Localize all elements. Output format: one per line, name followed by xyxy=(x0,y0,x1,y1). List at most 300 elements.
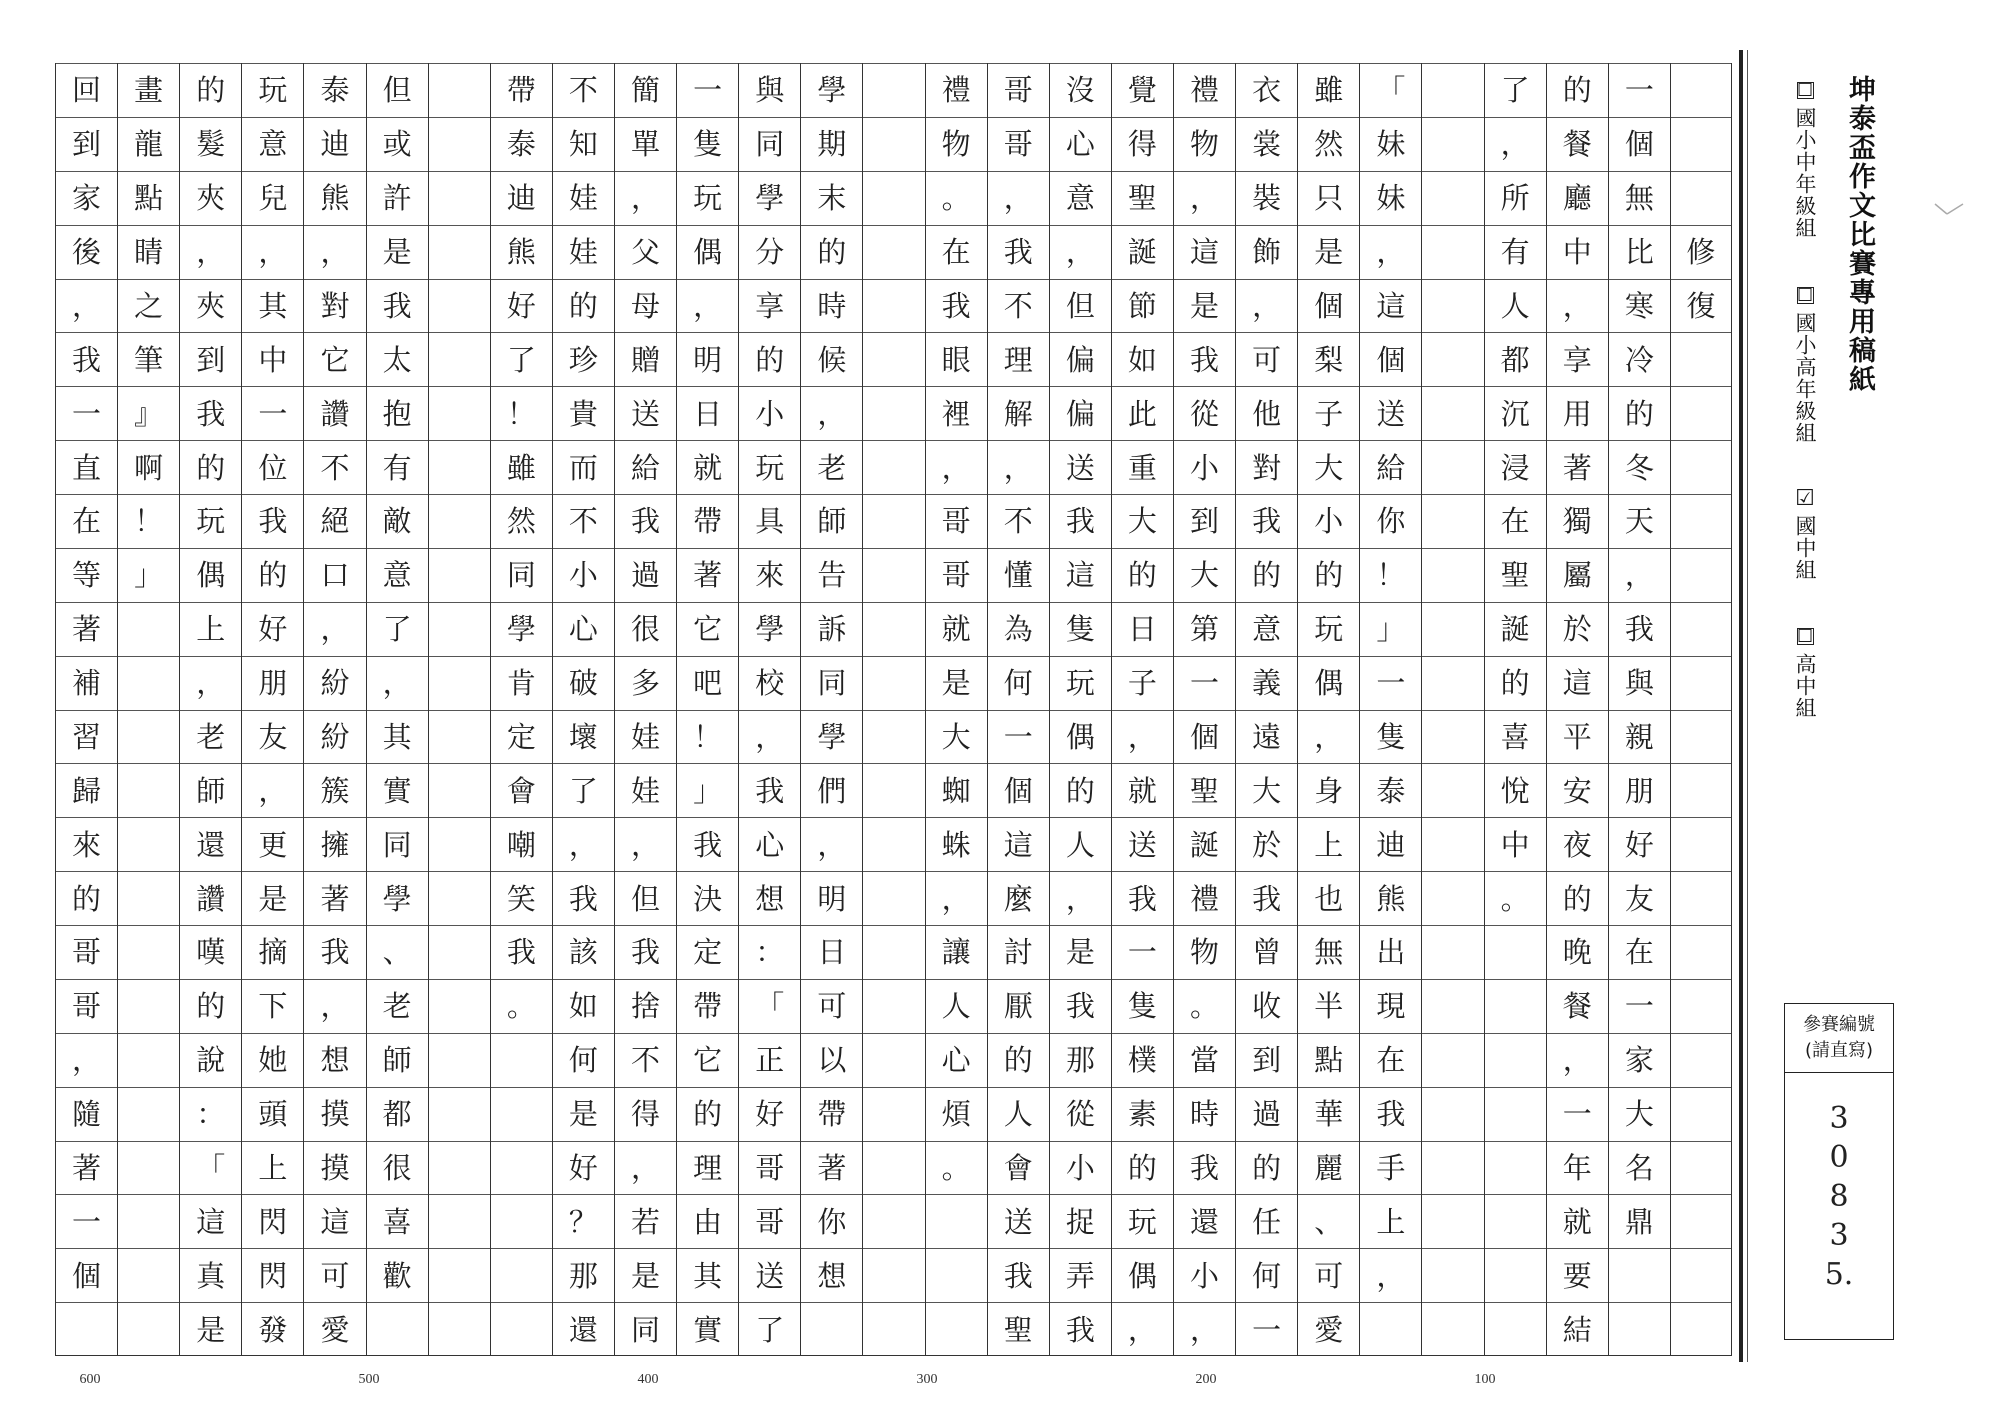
grid-cell: 著 xyxy=(801,1141,862,1196)
option-senior-high[interactable] xyxy=(1790,625,1820,719)
grid-cell: ， xyxy=(1485,117,1546,172)
grid-cell: 第 xyxy=(1174,602,1235,657)
grid-cell: 物 xyxy=(1174,925,1235,980)
grid-cell: 還 xyxy=(180,817,241,872)
grid-cell: 知 xyxy=(553,117,614,172)
grid-cell: 是 xyxy=(242,871,303,926)
grid-cell: 、 xyxy=(1298,1194,1359,1249)
grid-cell: 喜 xyxy=(367,1194,428,1249)
grid-cell: 一 xyxy=(1112,925,1173,980)
grid-cell: 熊 xyxy=(1360,871,1421,926)
grid-cell: 的 xyxy=(1298,548,1359,603)
grid-cell: 的 xyxy=(242,548,303,603)
grid-cell: 是 xyxy=(367,225,428,280)
grid-cell: 我 xyxy=(1360,1087,1421,1142)
grid-cell: 然 xyxy=(491,494,552,549)
grid-cell: 嘲 xyxy=(491,817,552,872)
grid-cell: 個 xyxy=(1360,332,1421,387)
grid-cell xyxy=(863,332,924,387)
grid-cell: 你 xyxy=(801,1194,862,1249)
grid-cell: 贈 xyxy=(615,332,676,387)
grid-cell: 以 xyxy=(801,1033,862,1088)
grid-cell: 讓 xyxy=(926,925,987,980)
grid-cell xyxy=(429,63,490,118)
grid-cell xyxy=(863,63,924,118)
grid-cell: 捨 xyxy=(615,979,676,1034)
grid-cell xyxy=(1422,871,1483,926)
grid-cell: ， xyxy=(242,763,303,818)
grid-cell: 偶 xyxy=(677,225,738,280)
grid-cell: ， xyxy=(1050,871,1111,926)
entry-digit: 8 xyxy=(1829,1179,1849,1214)
grid-cell xyxy=(863,279,924,334)
option-elementary-middle[interactable] xyxy=(1790,79,1820,239)
grid-cell: 玩 xyxy=(677,171,738,226)
grid-cell: 髮 xyxy=(180,117,241,172)
grid-cell xyxy=(1485,1302,1546,1357)
grid-cell: 回 xyxy=(56,63,117,118)
grid-cell: 而 xyxy=(553,440,614,495)
grid-cell: 個 xyxy=(1609,117,1670,172)
entry-number-box xyxy=(1784,1003,1894,1340)
grid-cell: 好 xyxy=(491,279,552,334)
grid-cell: 沒 xyxy=(1050,63,1111,118)
grid-cell: 一 xyxy=(56,386,117,441)
grid-cell: 下 xyxy=(242,979,303,1034)
grid-cell: 了 xyxy=(553,763,614,818)
grid-cell: 心 xyxy=(926,1033,987,1088)
grid-cell: 頭 xyxy=(242,1087,303,1142)
essay-column xyxy=(241,63,303,1356)
checkbox-icon[interactable]: ☐ xyxy=(1796,284,1814,306)
grid-cell xyxy=(1671,1141,1731,1196)
grid-cell: 的 xyxy=(1485,656,1546,711)
grid-cell: 屬 xyxy=(1547,548,1608,603)
essay-column xyxy=(1670,63,1732,1356)
grid-cell: 著 xyxy=(56,602,117,657)
grid-cell: 正 xyxy=(739,1033,800,1088)
grid-cell: 這 xyxy=(1174,225,1235,280)
grid-cell: 日 xyxy=(1112,602,1173,657)
grid-cell: 物 xyxy=(926,117,987,172)
grid-cell: 到 xyxy=(1236,1033,1297,1088)
grid-cell: 還 xyxy=(553,1302,614,1357)
grid-cell: 過 xyxy=(615,548,676,603)
grid-cell: 一 xyxy=(677,63,738,118)
grid-cell: 送 xyxy=(739,1248,800,1303)
essay-column xyxy=(552,63,614,1356)
grid-cell: ， xyxy=(801,386,862,441)
grid-cell: 上 xyxy=(180,602,241,657)
grid-cell: 一 xyxy=(1174,656,1235,711)
grid-cell: 老 xyxy=(801,440,862,495)
grid-cell: 閃 xyxy=(242,1194,303,1249)
grid-cell: 復 xyxy=(1671,279,1731,334)
option-elementary-upper[interactable] xyxy=(1790,284,1820,444)
grid-cell: 同 xyxy=(491,548,552,603)
grid-cell: 了 xyxy=(739,1302,800,1357)
grid-cell xyxy=(1422,494,1483,549)
grid-cell: ， xyxy=(553,817,614,872)
grid-cell xyxy=(801,1302,862,1357)
grid-cell: 何 xyxy=(988,656,1049,711)
grid-cell: 我 xyxy=(553,871,614,926)
grid-cell: 啊 xyxy=(118,440,179,495)
margin-number-500: 500 xyxy=(358,1372,380,1387)
grid-cell: 學 xyxy=(739,171,800,226)
grid-cell: 期 xyxy=(801,117,862,172)
grid-cell: ： xyxy=(180,1087,241,1142)
grid-cell: 享 xyxy=(1547,332,1608,387)
grid-cell xyxy=(1422,1194,1483,1249)
grid-cell: ， xyxy=(1360,225,1421,280)
grid-cell: 誕 xyxy=(1174,817,1235,872)
grid-cell xyxy=(1422,979,1483,1034)
grid-cell xyxy=(1422,763,1483,818)
grid-cell xyxy=(118,1141,179,1196)
grid-cell: ： xyxy=(739,925,800,980)
grid-cell xyxy=(367,1302,428,1357)
grid-cell: 無 xyxy=(1298,925,1359,980)
grid-cell: 熊 xyxy=(491,225,552,280)
grid-cell: 多 xyxy=(615,656,676,711)
grid-cell: 畫 xyxy=(118,63,179,118)
grid-cell: 於 xyxy=(1236,817,1297,872)
grid-cell: ， xyxy=(926,440,987,495)
entry-digit: 5. xyxy=(1824,1257,1854,1292)
essay-column xyxy=(1173,63,1235,1356)
grid-cell: 好 xyxy=(739,1087,800,1142)
grid-cell xyxy=(1422,1141,1483,1196)
grid-cell xyxy=(56,1302,117,1357)
writing-grid xyxy=(55,63,1732,1356)
grid-cell: 習 xyxy=(56,710,117,765)
grid-cell: 小 xyxy=(1174,1248,1235,1303)
grid-cell: 禮 xyxy=(926,63,987,118)
grid-cell: 一 xyxy=(1360,656,1421,711)
grid-cell: 是 xyxy=(180,1302,241,1357)
checkbox-icon[interactable]: ☐ xyxy=(1796,79,1814,101)
grid-cell: 日 xyxy=(677,386,738,441)
grid-cell: 送 xyxy=(1360,386,1421,441)
grid-cell: 哥 xyxy=(56,979,117,1034)
grid-cell: 聖 xyxy=(1174,763,1235,818)
grid-cell: ， xyxy=(988,171,1049,226)
grid-cell xyxy=(429,386,490,441)
grid-cell: 是 xyxy=(553,1087,614,1142)
grid-cell: 送 xyxy=(1050,440,1111,495)
grid-cell: 出 xyxy=(1360,925,1421,980)
essay-column xyxy=(1049,63,1111,1356)
grid-cell: 娃 xyxy=(615,710,676,765)
grid-cell: 她 xyxy=(242,1033,303,1088)
grid-cell: 眼 xyxy=(926,332,987,387)
grid-cell xyxy=(1422,117,1483,172)
grid-cell xyxy=(1671,602,1731,657)
grid-cell: 到 xyxy=(1174,494,1235,549)
grid-cell: 廳 xyxy=(1547,171,1608,226)
grid-cell: 擁 xyxy=(304,817,365,872)
grid-cell: 玩 xyxy=(180,494,241,549)
grid-cell: 帶 xyxy=(801,1087,862,1142)
grid-cell: 。 xyxy=(491,979,552,1034)
grid-cell xyxy=(1671,871,1731,926)
grid-cell: 師 xyxy=(367,1033,428,1088)
grid-cell: 親 xyxy=(1609,710,1670,765)
grid-cell: 肯 xyxy=(491,656,552,711)
grid-cell xyxy=(926,1248,987,1303)
grid-cell: 是 xyxy=(615,1248,676,1303)
grid-cell xyxy=(429,763,490,818)
grid-cell: ， xyxy=(1298,710,1359,765)
grid-cell: 聖 xyxy=(1485,548,1546,603)
grid-cell: 的 xyxy=(553,279,614,334)
grid-cell xyxy=(118,925,179,980)
grid-cell: 老 xyxy=(367,979,428,1034)
grid-cell: 讚 xyxy=(304,386,365,441)
grid-cell: 迪 xyxy=(491,171,552,226)
grid-cell xyxy=(863,925,924,980)
grid-cell: 發 xyxy=(242,1302,303,1357)
grid-cell: 紛 xyxy=(304,710,365,765)
grid-cell: 同 xyxy=(367,817,428,872)
grid-cell: 可 xyxy=(801,979,862,1034)
grid-cell: 它 xyxy=(677,602,738,657)
grid-cell: 可 xyxy=(1236,332,1297,387)
grid-cell: 末 xyxy=(801,171,862,226)
grid-cell: 節 xyxy=(1112,279,1173,334)
grid-cell xyxy=(863,440,924,495)
grid-cell: ， xyxy=(304,225,365,280)
grid-cell: 隻 xyxy=(1050,602,1111,657)
grid-cell xyxy=(429,440,490,495)
grid-cell: 貴 xyxy=(553,386,614,441)
entry-number-header xyxy=(1785,1004,1893,1073)
grid-cell: 得 xyxy=(615,1087,676,1142)
grid-cell: ， xyxy=(801,817,862,872)
grid-cell xyxy=(429,117,490,172)
grid-cell: 我 xyxy=(1112,871,1173,926)
grid-cell xyxy=(429,494,490,549)
grid-cell: 子 xyxy=(1112,656,1173,711)
grid-cell: 就 xyxy=(1112,763,1173,818)
option-label: 國中組 xyxy=(1793,515,1817,581)
grid-cell: 所 xyxy=(1485,171,1546,226)
grid-cell: 朋 xyxy=(242,656,303,711)
grid-cell: 但 xyxy=(367,63,428,118)
essay-column xyxy=(1111,63,1173,1356)
grid-cell: 隨 xyxy=(56,1087,117,1142)
grid-cell xyxy=(863,1248,924,1303)
grid-cell: 點 xyxy=(118,171,179,226)
grid-cell: 敵 xyxy=(367,494,428,549)
grid-cell: 修 xyxy=(1671,225,1731,280)
grid-cell: 的 xyxy=(988,1033,1049,1088)
grid-cell: 等 xyxy=(56,548,117,603)
margin-number-200: 200 xyxy=(1195,1372,1217,1387)
grid-cell: 偶 xyxy=(1298,656,1359,711)
grid-cell: 好 xyxy=(553,1141,614,1196)
grid-cell: 中 xyxy=(1485,817,1546,872)
grid-cell: 明 xyxy=(801,871,862,926)
grid-cell: 都 xyxy=(1485,332,1546,387)
grid-cell: 誕 xyxy=(1485,602,1546,657)
grid-cell xyxy=(863,979,924,1034)
grid-cell xyxy=(1422,1302,1483,1357)
grid-cell: 送 xyxy=(988,1194,1049,1249)
grid-cell: 帶 xyxy=(677,979,738,1034)
grid-cell: 弄 xyxy=(1050,1248,1111,1303)
checked-checkbox-icon[interactable]: ☑ xyxy=(1795,485,1815,511)
grid-cell: 遠 xyxy=(1236,710,1297,765)
grid-cell: 兒 xyxy=(242,171,303,226)
grid-cell xyxy=(429,225,490,280)
grid-cell xyxy=(1671,63,1731,118)
grid-cell xyxy=(863,386,924,441)
grid-cell: 獨 xyxy=(1547,494,1608,549)
grid-cell xyxy=(1485,1141,1546,1196)
grid-cell xyxy=(118,1087,179,1142)
grid-cell xyxy=(863,1033,924,1088)
option-label: 國小中年級組 xyxy=(1793,107,1817,239)
grid-cell: 告 xyxy=(801,548,862,603)
grid-cell: 沉 xyxy=(1485,386,1546,441)
grid-cell: 龍 xyxy=(118,117,179,172)
checkbox-icon[interactable]: ☐ xyxy=(1796,625,1814,647)
grid-cell xyxy=(926,1302,987,1357)
grid-cell: 理 xyxy=(677,1141,738,1196)
grid-cell xyxy=(1671,710,1731,765)
grid-cell xyxy=(118,1248,179,1303)
grid-cell: 就 xyxy=(926,602,987,657)
grid-cell: 梨 xyxy=(1298,332,1359,387)
grid-cell: 一 xyxy=(242,386,303,441)
grid-cell: 同 xyxy=(739,117,800,172)
grid-cell xyxy=(1671,656,1731,711)
grid-cell: 大 xyxy=(1609,1087,1670,1142)
grid-cell: 人 xyxy=(988,1087,1049,1142)
grid-cell: 蛛 xyxy=(926,817,987,872)
grid-cell: 偶 xyxy=(180,548,241,603)
grid-cell: 其 xyxy=(367,710,428,765)
grid-cell: 不 xyxy=(553,494,614,549)
grid-cell: 師 xyxy=(180,763,241,818)
grid-cell xyxy=(1671,763,1731,818)
grid-cell: 然 xyxy=(1298,117,1359,172)
grid-cell: 同 xyxy=(615,1302,676,1357)
grid-cell: 大 xyxy=(926,710,987,765)
grid-cell xyxy=(118,763,179,818)
grid-cell: 偶 xyxy=(1050,710,1111,765)
grid-cell xyxy=(491,1194,552,1249)
grid-cell xyxy=(429,817,490,872)
grid-cell: 的 xyxy=(1547,871,1608,926)
grid-cell xyxy=(1671,332,1731,387)
grid-cell: 摸 xyxy=(304,1141,365,1196)
grid-cell xyxy=(1422,710,1483,765)
option-junior-high[interactable] xyxy=(1790,485,1820,581)
grid-cell: 訴 xyxy=(801,602,862,657)
grid-cell: 偶 xyxy=(1112,1248,1173,1303)
grid-cell: 我 xyxy=(1236,494,1297,549)
grid-cell: 收 xyxy=(1236,979,1297,1034)
grid-cell: 說 xyxy=(180,1033,241,1088)
grid-cell: 的 xyxy=(677,1087,738,1142)
grid-cell: 個 xyxy=(988,763,1049,818)
grid-cell: 哥 xyxy=(56,925,117,980)
grid-cell: 夾 xyxy=(180,279,241,334)
grid-cell: 想 xyxy=(739,871,800,926)
essay-column xyxy=(490,63,552,1356)
grid-cell: ， xyxy=(180,656,241,711)
grid-cell: ！ xyxy=(1360,548,1421,603)
margin-number-400: 400 xyxy=(637,1372,659,1387)
grid-cell xyxy=(863,1087,924,1142)
grid-cell: 後 xyxy=(56,225,117,280)
grid-cell xyxy=(1609,1248,1670,1303)
grid-cell: ， xyxy=(926,871,987,926)
grid-cell: 著 xyxy=(56,1141,117,1196)
grid-cell: 個 xyxy=(1174,710,1235,765)
grid-cell xyxy=(863,1141,924,1196)
grid-cell: 熊 xyxy=(304,171,365,226)
grid-cell: 母 xyxy=(615,279,676,334)
grid-cell: 師 xyxy=(801,494,862,549)
grid-cell: 意 xyxy=(242,117,303,172)
grid-cell xyxy=(1671,1302,1731,1357)
grid-cell: ？ xyxy=(553,1194,614,1249)
entry-digit: 3 xyxy=(1829,1101,1849,1136)
grid-cell: 與 xyxy=(739,63,800,118)
grid-cell: 是 xyxy=(1050,925,1111,980)
grid-cell: 都 xyxy=(367,1087,428,1142)
grid-cell xyxy=(429,979,490,1034)
grid-cell: 上 xyxy=(242,1141,303,1196)
grid-cell: ， xyxy=(1112,710,1173,765)
grid-cell xyxy=(863,171,924,226)
grid-cell xyxy=(118,871,179,926)
grid-cell xyxy=(1671,1194,1731,1249)
grid-cell: 」 xyxy=(118,548,179,603)
grid-cell: 為 xyxy=(988,602,1049,657)
grid-cell: 中 xyxy=(242,332,303,387)
grid-cell: 上 xyxy=(1298,817,1359,872)
grid-cell xyxy=(1422,63,1483,118)
grid-cell: 筆 xyxy=(118,332,179,387)
grid-cell: 任 xyxy=(1236,1194,1297,1249)
grid-cell: 著 xyxy=(304,871,365,926)
grid-cell: 由 xyxy=(677,1194,738,1249)
grid-cell: 如 xyxy=(553,979,614,1034)
grid-cell: 太 xyxy=(367,332,428,387)
grid-cell: 覺 xyxy=(1112,63,1173,118)
grid-cell: 或 xyxy=(367,117,428,172)
grid-cell: 不 xyxy=(615,1033,676,1088)
grid-bottom-border xyxy=(55,1355,1732,1356)
grid-cell xyxy=(1422,225,1483,280)
grid-cell: 得 xyxy=(1112,117,1173,172)
grid-cell: 時 xyxy=(801,279,862,334)
grid-cell: 摘 xyxy=(242,925,303,980)
grid-cell: 麗 xyxy=(1298,1141,1359,1196)
grid-cell: 定 xyxy=(491,710,552,765)
grid-cell: 也 xyxy=(1298,871,1359,926)
grid-cell: 這 xyxy=(1547,656,1608,711)
grid-cell: 是 xyxy=(1174,279,1235,334)
grid-cell: 這 xyxy=(1050,548,1111,603)
grid-cell xyxy=(1671,1087,1731,1142)
grid-cell: 妹 xyxy=(1360,117,1421,172)
